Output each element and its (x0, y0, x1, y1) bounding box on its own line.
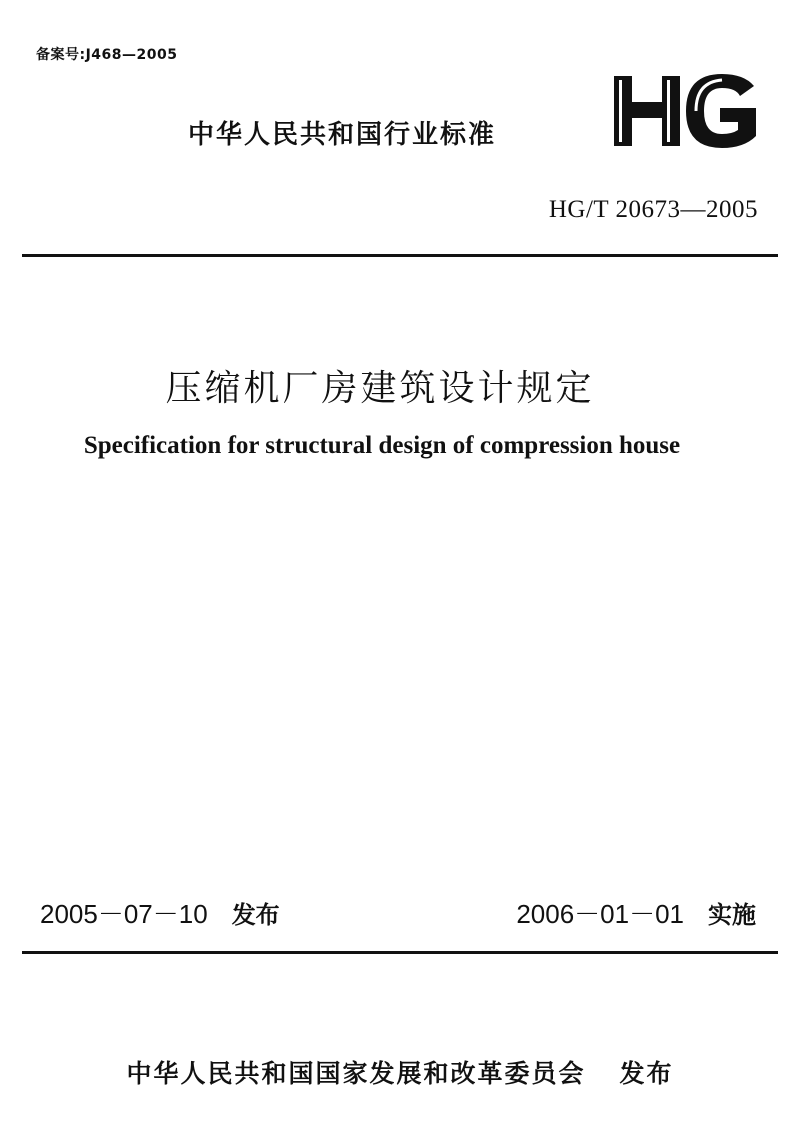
publisher-line (0, 1054, 800, 1090)
implement-date-row (516, 894, 756, 931)
industry-standard-heading: 中华人民共和国行业标准 (188, 120, 497, 150)
issue-date-row (40, 894, 280, 931)
issue-label: 发布 (231, 901, 280, 929)
top-divider (22, 254, 778, 257)
implement-date: 2006－01－01 (516, 899, 684, 929)
title-english: Specification for structural design of compression house (83, 432, 681, 459)
publisher-name: 中华人民共和国国家发展和改革委员会 (126, 1059, 586, 1088)
issue-date: 2005－07－10 (40, 899, 208, 929)
publish-label: 发布 (619, 1059, 674, 1088)
standard-number: HG/T 20673—2005 (548, 196, 758, 223)
hg-logo (612, 72, 760, 150)
logo-letter-h (614, 76, 680, 146)
logo-letter-g (686, 74, 756, 148)
title-chinese: 压缩机厂房建筑设计规定 (165, 368, 595, 409)
record-number: 备案号:J468—2005 (36, 47, 178, 63)
bottom-divider (22, 951, 778, 954)
implement-label: 实施 (708, 901, 756, 929)
